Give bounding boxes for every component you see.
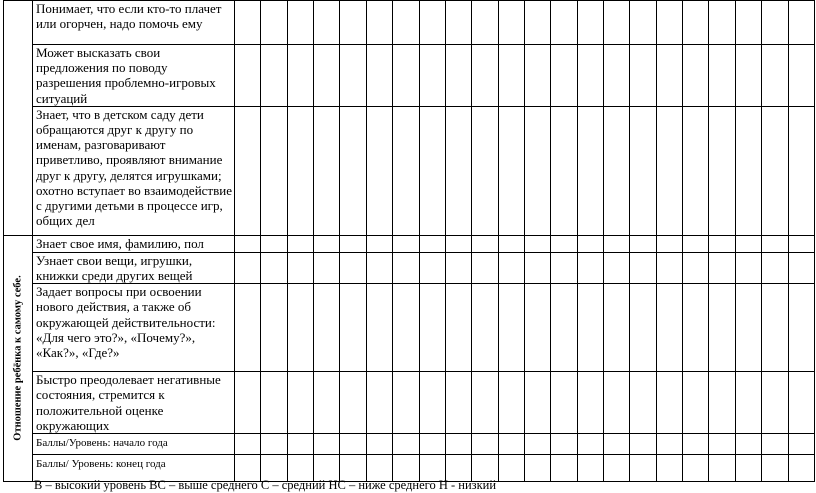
score-cell[interactable] [604,434,630,455]
score-cell[interactable] [445,106,471,235]
score-cell[interactable] [788,455,814,482]
score-cell[interactable] [551,235,577,252]
score-cell[interactable] [630,455,656,482]
score-cell[interactable] [419,372,445,434]
score-cell[interactable] [577,106,603,235]
table-row [4,372,815,434]
score-cell[interactable] [472,106,498,235]
score-cell[interactable] [709,1,735,45]
score-cell[interactable] [762,106,788,235]
assessment-table-body [4,1,815,482]
score-cell[interactable] [419,434,445,455]
table-row [4,1,815,45]
score-cell[interactable] [524,372,550,434]
table-row [4,252,815,283]
score-cell[interactable] [683,235,709,252]
score-cell[interactable] [393,372,419,434]
score-cell[interactable] [472,235,498,252]
score-cell[interactable] [314,252,340,283]
score-cell[interactable] [551,372,577,434]
score-cell[interactable] [577,284,603,372]
score-cell[interactable] [656,106,682,235]
score-cell[interactable] [604,455,630,482]
score-cell[interactable] [551,252,577,283]
score-cell[interactable] [524,434,550,455]
score-cell[interactable] [762,252,788,283]
score-cell[interactable] [656,455,682,482]
score-cell[interactable] [340,284,366,372]
score-cell[interactable] [472,284,498,372]
score-cell[interactable] [551,106,577,235]
score-cell[interactable] [472,252,498,283]
score-cell[interactable] [762,434,788,455]
score-cell[interactable] [314,106,340,235]
score-cell[interactable] [235,252,261,283]
score-cell[interactable] [498,45,524,107]
table-row [4,235,815,252]
score-cell[interactable] [630,284,656,372]
criterion-cell: Знает, что в детском саду дети обращаются друг к другу по именам, разговаривают приветливо, проявляют внимание друг к другу, делятся игрушками; охотно вступает во взаимодействие с другими детьми в процессе игр, общих дел [33,106,235,235]
score-cell[interactable] [419,284,445,372]
score-cell[interactable] [762,235,788,252]
score-cell[interactable] [235,45,261,107]
score-cell[interactable] [261,45,287,107]
score-cell[interactable] [445,372,471,434]
category-label: Отношение ребёнка к самому себе. [12,275,24,442]
score-cell[interactable] [498,434,524,455]
score-cell[interactable] [524,284,550,372]
score-cell[interactable] [498,455,524,482]
score-cell[interactable] [524,455,550,482]
score-cell[interactable] [577,235,603,252]
score-cell[interactable] [630,434,656,455]
score-cell[interactable] [604,252,630,283]
score-cell[interactable] [235,235,261,252]
score-cell[interactable] [735,106,761,235]
score-cell[interactable] [604,106,630,235]
score-cell[interactable] [366,235,392,252]
score-cell[interactable] [445,434,471,455]
score-cell[interactable] [472,434,498,455]
score-cell[interactable] [314,45,340,107]
table-row [4,45,815,107]
score-cell[interactable] [683,455,709,482]
criterion-cell: Знает свое имя, фамилию, пол [33,235,235,252]
category-cell [4,235,33,481]
table-row [4,106,815,235]
score-cell[interactable] [366,284,392,372]
score-cell[interactable] [709,284,735,372]
score-cell[interactable] [762,284,788,372]
score-cell[interactable] [419,45,445,107]
score-cell[interactable] [235,106,261,235]
score-cell[interactable] [577,434,603,455]
score-cell[interactable] [472,1,498,45]
score-cell[interactable] [788,252,814,283]
score-cell[interactable] [393,284,419,372]
score-cell[interactable] [762,455,788,482]
score-cell[interactable] [788,235,814,252]
score-cell[interactable] [393,45,419,107]
score-cell[interactable] [419,235,445,252]
score-cell[interactable] [762,1,788,45]
score-cell[interactable] [762,372,788,434]
score-cell[interactable] [498,1,524,45]
score-cell[interactable] [235,434,261,455]
score-cell[interactable] [498,106,524,235]
score-cell[interactable] [604,284,630,372]
score-cell[interactable] [788,1,814,45]
score-cell[interactable] [604,235,630,252]
score-cell[interactable] [366,106,392,235]
score-cell[interactable] [340,372,366,434]
score-cell[interactable] [551,434,577,455]
score-cell[interactable] [683,434,709,455]
level-legend: В – высокий уровень ВС – выше среднего С – средний НС – ниже среднего Н - низкий [34,478,497,492]
score-cell[interactable] [445,252,471,283]
score-cell[interactable] [551,45,577,107]
score-cell[interactable] [235,284,261,372]
score-cell[interactable] [735,252,761,283]
criterion-cell: Быстро преодолевает негативные состояния, стремится к положительной оценке окружающих [33,372,235,434]
score-cell[interactable] [261,235,287,252]
score-cell[interactable] [735,372,761,434]
score-cell[interactable] [445,235,471,252]
score-cell[interactable] [656,235,682,252]
score-cell[interactable] [788,45,814,107]
score-cell[interactable] [524,45,550,107]
score-cell[interactable] [604,1,630,45]
score-cell[interactable] [788,372,814,434]
score-cell[interactable] [735,284,761,372]
score-cell[interactable] [314,235,340,252]
score-cell[interactable] [656,252,682,283]
score-cell[interactable] [366,252,392,283]
score-cell[interactable] [709,455,735,482]
table-row [4,434,815,455]
score-cell[interactable] [683,252,709,283]
score-cell[interactable] [261,252,287,283]
score-cell[interactable] [340,1,366,45]
score-cell[interactable] [261,106,287,235]
score-cell[interactable] [551,455,577,482]
score-cell[interactable] [419,1,445,45]
score-cell[interactable] [709,434,735,455]
score-cell[interactable] [709,372,735,434]
score-cell[interactable] [709,252,735,283]
score-cell[interactable] [709,106,735,235]
score-cell[interactable] [656,372,682,434]
score-cell[interactable] [630,235,656,252]
score-cell[interactable] [604,372,630,434]
score-cell[interactable] [630,372,656,434]
score-cell[interactable] [340,434,366,455]
score-cell[interactable] [393,434,419,455]
score-cell[interactable] [577,372,603,434]
score-cell[interactable] [261,1,287,45]
table-row [4,284,815,372]
score-cell[interactable] [445,284,471,372]
score-cell[interactable] [551,284,577,372]
score-cell[interactable] [287,1,313,45]
score-cell[interactable] [235,1,261,45]
category-cell-empty [4,1,33,236]
score-cell[interactable] [656,284,682,372]
score-cell[interactable] [314,284,340,372]
score-cell[interactable] [261,372,287,434]
score-cell[interactable] [366,372,392,434]
score-cell[interactable] [472,45,498,107]
score-cell[interactable] [683,45,709,107]
score-cell[interactable] [656,45,682,107]
score-cell[interactable] [287,235,313,252]
score-cell[interactable] [287,372,313,434]
criterion-cell: Понимает, что если кто-то плачет или огорчен, надо помочь ему [33,1,235,45]
score-cell[interactable] [261,284,287,372]
score-cell[interactable] [630,106,656,235]
score-cell[interactable] [287,106,313,235]
score-cell[interactable] [735,45,761,107]
score-cell[interactable] [524,252,550,283]
score-cell[interactable] [366,434,392,455]
score-cell[interactable] [287,434,313,455]
score-cell[interactable] [630,45,656,107]
score-cell[interactable] [498,252,524,283]
score-cell[interactable] [524,106,550,235]
score-cell[interactable] [683,106,709,235]
score-cell[interactable] [340,252,366,283]
score-cell[interactable] [524,235,550,252]
score-cell[interactable] [366,1,392,45]
score-cell[interactable] [287,45,313,107]
score-cell[interactable] [683,372,709,434]
score-cell[interactable] [656,1,682,45]
score-cell[interactable] [498,372,524,434]
score-cell[interactable] [393,235,419,252]
criterion-cell: Узнает свои вещи, игрушки, книжки среди других вещей [33,252,235,283]
score-cell[interactable] [788,434,814,455]
score-cell[interactable] [340,235,366,252]
score-cell[interactable] [551,1,577,45]
score-cell[interactable] [445,1,471,45]
score-cell[interactable] [393,106,419,235]
score-cell[interactable] [735,455,761,482]
score-cell[interactable] [314,372,340,434]
criterion-cell: Может высказать свои предложения по поводу разрешения проблемно-игровых ситуаций [33,45,235,107]
score-cell[interactable] [340,106,366,235]
score-cell[interactable] [498,235,524,252]
score-cell[interactable] [788,106,814,235]
score-cell[interactable] [630,252,656,283]
score-cell[interactable] [577,252,603,283]
score-cell[interactable] [235,372,261,434]
assessment-table [3,0,815,482]
score-cell[interactable] [735,1,761,45]
score-cell[interactable] [366,45,392,107]
criterion-cell: Баллы/ Уровень: конец года [33,455,235,482]
score-cell[interactable] [709,45,735,107]
score-cell[interactable] [709,235,735,252]
score-cell[interactable] [314,1,340,45]
score-cell[interactable] [577,1,603,45]
score-cell[interactable] [656,434,682,455]
score-cell[interactable] [735,235,761,252]
score-cell[interactable] [498,284,524,372]
score-cell[interactable] [683,284,709,372]
score-cell[interactable] [287,252,313,283]
score-cell[interactable] [630,1,656,45]
score-cell[interactable] [472,372,498,434]
score-cell[interactable] [393,1,419,45]
criterion-cell: Задает вопросы при освоении нового действия, а также об окружающей действительности: «Для чего это?», «Почему?», «Как?», «Где?» [33,284,235,372]
score-cell[interactable] [340,45,366,107]
score-cell[interactable] [314,434,340,455]
score-cell[interactable] [735,434,761,455]
score-cell[interactable] [419,106,445,235]
criterion-cell: Баллы/Уровень: начало года [33,434,235,455]
score-cell[interactable] [788,284,814,372]
score-cell[interactable] [683,1,709,45]
score-cell[interactable] [445,45,471,107]
score-cell[interactable] [604,45,630,107]
score-cell[interactable] [762,45,788,107]
score-cell[interactable] [577,455,603,482]
score-cell[interactable] [393,252,419,283]
score-cell[interactable] [261,434,287,455]
score-cell[interactable] [524,1,550,45]
score-cell[interactable] [419,252,445,283]
score-cell[interactable] [287,284,313,372]
score-cell[interactable] [577,45,603,107]
